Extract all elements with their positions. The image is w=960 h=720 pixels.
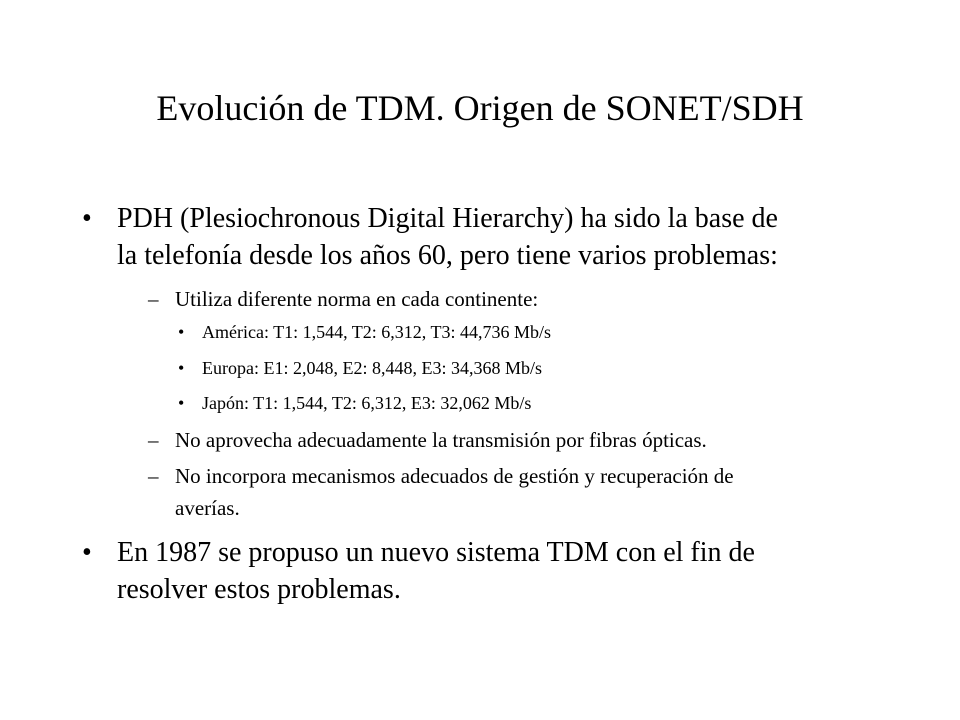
subitem-text-line: averías. xyxy=(175,496,240,520)
bullet-icon: • xyxy=(82,203,92,234)
bullet-text-line: En 1987 se propuso un nuevo sistema TDM con el fin de xyxy=(117,537,755,568)
subsubitem-text-line: América: T1: 1,544, T2: 6,312, T3: 44,736 Mb/s xyxy=(202,322,551,342)
slide-title: Evolución de TDM. Origen de SONET/SDH xyxy=(156,88,804,128)
bullet-icon: • xyxy=(82,537,92,568)
bullet-icon: • xyxy=(178,393,185,413)
bullet-icon: • xyxy=(178,358,185,378)
dash-icon: – xyxy=(148,428,159,452)
subsubitem-text-line: Europa: E1: 2,048, E2: 8,448, E3: 34,368 Mb/s xyxy=(202,358,542,378)
bullet-text-line: resolver estos problemas. xyxy=(117,574,401,605)
dash-icon: – xyxy=(148,287,159,311)
subsubitem-text-line: Japón: T1: 1,544, T2: 6,312, E3: 32,062 Mb/s xyxy=(202,393,532,413)
dash-icon: – xyxy=(148,464,159,488)
subitem-text-line: No incorpora mecanismos adecuados de gestión y recuperación de xyxy=(175,464,734,488)
subitem-text-line: Utiliza diferente norma en cada continente: xyxy=(175,287,539,311)
bullet-text-line: PDH (Plesiochronous Digital Hierarchy) ha sido la base de xyxy=(117,203,778,234)
subitem-text-line: No aprovecha adecuadamente la transmisión por fibras ópticas. xyxy=(175,428,707,452)
bullet-text-line: la telefonía desde los años 60, pero tiene varios problemas: xyxy=(117,240,778,271)
bullet-icon: • xyxy=(178,322,185,342)
